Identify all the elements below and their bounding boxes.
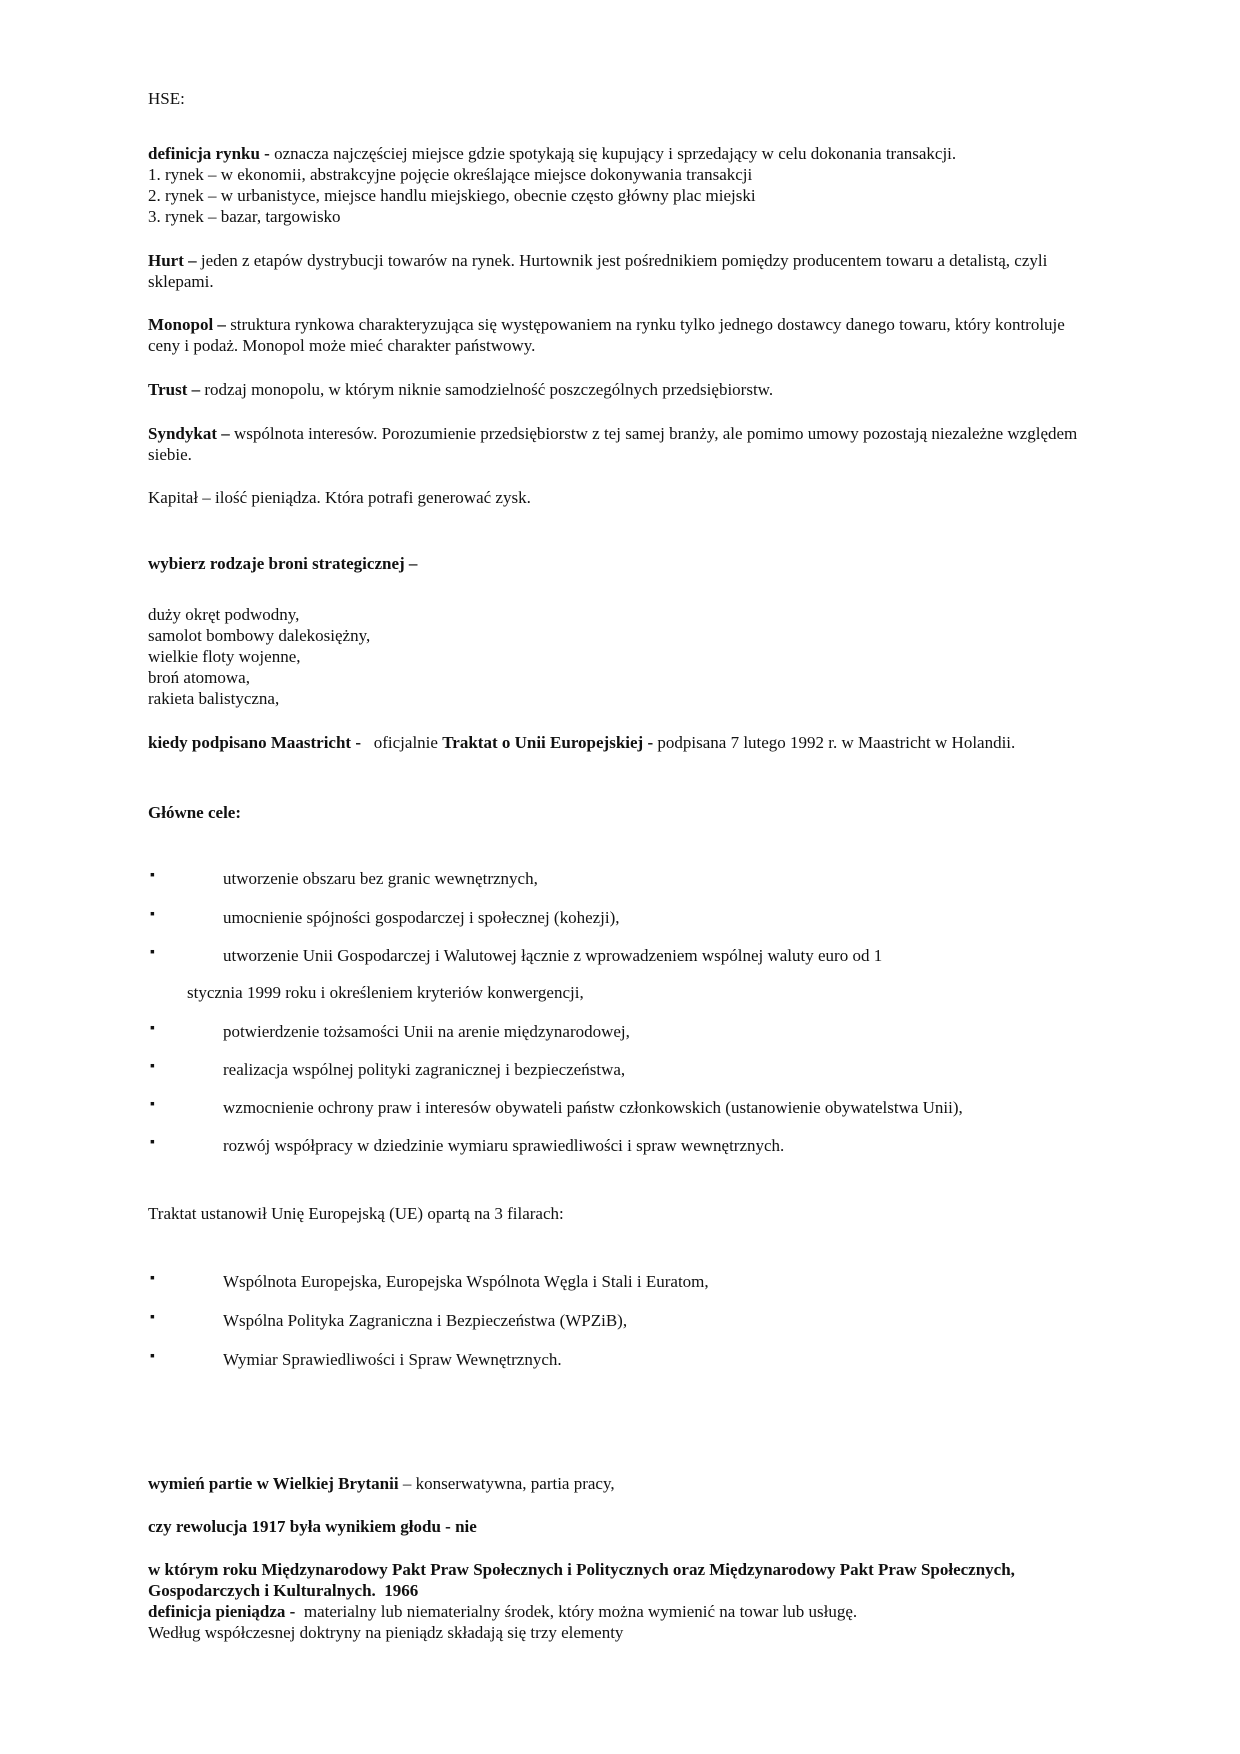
weapon-item: rakieta balistyczna, bbox=[148, 689, 280, 708]
bullet-icon: ▪ bbox=[150, 1059, 155, 1074]
kapital-definition: Kapitał – ilość pieniądza. Która potrafi generować zysk. bbox=[148, 488, 531, 507]
weapon-item: wielkie floty wojenne, bbox=[148, 647, 301, 666]
document-header: HSE: bbox=[148, 89, 185, 108]
goal-item: rozwój współpracy w dziedzinie wymiaru sprawiedliwości i spraw wewnętrznych. bbox=[223, 1136, 785, 1155]
bullet-icon: ▪ bbox=[150, 1097, 155, 1112]
hurt-term: Hurt – bbox=[148, 251, 197, 270]
uk-parties-question: wymień partie w Wielkiej Brytanii bbox=[148, 1474, 399, 1493]
maastricht-treaty-name: Traktat o Unii Europejskiej - bbox=[442, 733, 654, 752]
bullet-icon: ▪ bbox=[150, 1310, 155, 1325]
bullet-icon: ▪ bbox=[150, 1021, 155, 1036]
goal-item-continuation: stycznia 1999 roku i określeniem kryteriów konwergencji, bbox=[187, 983, 584, 1002]
market-definition-term: definicja rynku - bbox=[148, 144, 270, 163]
weapons-question-text: wybierz rodzaje broni strategicznej – bbox=[148, 554, 418, 573]
money-definition bbox=[148, 1601, 857, 1622]
pillar-item: Wspólnota Europejska, Europejska Wspólnota Węgla i Stali i Euratom, bbox=[223, 1272, 709, 1291]
goal-item: utworzenie Unii Gospodarczej i Walutowej łącznie z wprowadzeniem wspólnej waluty euro od 1 bbox=[223, 946, 883, 965]
pillar-item: Wymiar Sprawiedliwości i Spraw Wewnętrznych. bbox=[223, 1350, 562, 1369]
bullet-icon: ▪ bbox=[150, 868, 155, 883]
weapon-item: broń atomowa, bbox=[148, 668, 250, 687]
bullet-icon: ▪ bbox=[150, 945, 155, 960]
trust-term: Trust – bbox=[148, 380, 201, 399]
money-definition-term: definicja pieniądza - bbox=[148, 1602, 296, 1621]
revolution-question-text: czy rewolucja 1917 była wynikiem głodu - nie bbox=[148, 1517, 477, 1536]
pact-answer: 1966 bbox=[375, 1581, 419, 1600]
bullet-icon: ▪ bbox=[150, 1349, 155, 1364]
hurt-definition bbox=[148, 250, 1098, 292]
monopol-term: Monopol – bbox=[148, 315, 226, 334]
bullet-icon: ▪ bbox=[150, 907, 155, 922]
monopol-definition bbox=[148, 314, 1098, 356]
weapons-question bbox=[148, 553, 417, 574]
goal-item: potwierdzenie tożsamości Unii na arenie międzynarodowej, bbox=[223, 1022, 630, 1041]
pact-question bbox=[148, 1559, 1098, 1601]
goals-heading-text: Główne cele: bbox=[148, 803, 241, 822]
market-item-3: 3. rynek – bazar, targowisko bbox=[148, 207, 341, 226]
monopol-text: struktura rynkowa charakteryzująca się występowaniem na rynku tylko jednego dostawcy danego towaru, który kontroluje ceny i podaż. Monopol może mieć charakter państwowy. bbox=[148, 315, 1065, 355]
money-definition-text: materialny lub niematerialny środek, który można wymienić na towar lub usługę. bbox=[295, 1602, 858, 1621]
market-definition bbox=[148, 143, 1098, 164]
hurt-text: jeden z etapów dystrybucji towarów na rynek. Hurtownik jest pośrednikiem pomiędzy producentem towaru a detalistą, czyli sklepami. bbox=[148, 251, 1048, 291]
market-item-1: 1. rynek – w ekonomii, abstrakcyjne pojęcie określające miejsce dokonywania transakcji bbox=[148, 165, 753, 184]
money-definition-line-2: Według współczesnej doktryny na pieniądz składają się trzy elementy bbox=[148, 1623, 624, 1642]
uk-parties bbox=[148, 1473, 615, 1494]
revolution-question bbox=[148, 1516, 477, 1537]
maastricht-question: kiedy podpisano Maastricht - bbox=[148, 733, 361, 752]
pact-question-text: w którym roku Międzynarodowy Pakt Praw Społecznych i Politycznych oraz Międzynarodowy Pakt Praw Społecznych, Gospodarczych i Kulturalnych. bbox=[148, 1560, 1015, 1600]
pillars-intro: Traktat ustanowił Unię Europejską (UE) opartą na 3 filarach: bbox=[148, 1204, 564, 1223]
weapon-item: samolot bombowy dalekosiężny, bbox=[148, 626, 371, 645]
goals-heading bbox=[148, 802, 241, 823]
weapon-item: duży okręt podwodny, bbox=[148, 605, 300, 624]
pillar-item: Wspólna Polityka Zagraniczna i Bezpieczeństwa (WPZiB), bbox=[223, 1311, 628, 1330]
goal-item: wzmocnienie ochrony praw i interesów obywateli państw członkowskich (ustanowienie obywatelstwa Unii), bbox=[223, 1098, 963, 1117]
syndykat-text: wspólnota interesów. Porozumienie przedsiębiorstw z tej samej branży, ale pomimo umowy pozostają niezależne względem siebie. bbox=[148, 424, 1078, 464]
trust-text: rodzaj monopolu, w którym niknie samodzielność poszczególnych przedsiębiorstw. bbox=[200, 380, 774, 399]
maastricht-text-2: podpisana 7 lutego 1992 r. w Maastricht w Holandii. bbox=[653, 733, 1016, 752]
uk-parties-answer: – konserwatywna, partia pracy, bbox=[398, 1474, 615, 1493]
market-item-2: 2. rynek – w urbanistyce, miejsce handlu miejskiego, obecnie często główny plac miejski bbox=[148, 186, 756, 205]
syndykat-definition bbox=[148, 423, 1098, 465]
maastricht-answer bbox=[148, 732, 1098, 753]
maastricht-text-1: oficjalnie bbox=[361, 733, 443, 752]
bullet-icon: ▪ bbox=[150, 1135, 155, 1150]
goal-item: umocnienie spójności gospodarczej i społecznej (kohezji), bbox=[223, 908, 620, 927]
syndykat-term: Syndykat – bbox=[148, 424, 230, 443]
goal-item: realizacja wspólnej polityki zagranicznej i bezpieczeństwa, bbox=[223, 1060, 626, 1079]
bullet-icon: ▪ bbox=[150, 1271, 155, 1286]
market-definition-text: oznacza najczęściej miejsce gdzie spotykają się kupujący i sprzedający w celu dokonania transakcji. bbox=[269, 144, 957, 163]
goal-item: utworzenie obszaru bez granic wewnętrznych, bbox=[223, 869, 538, 888]
trust-definition bbox=[148, 379, 1098, 400]
